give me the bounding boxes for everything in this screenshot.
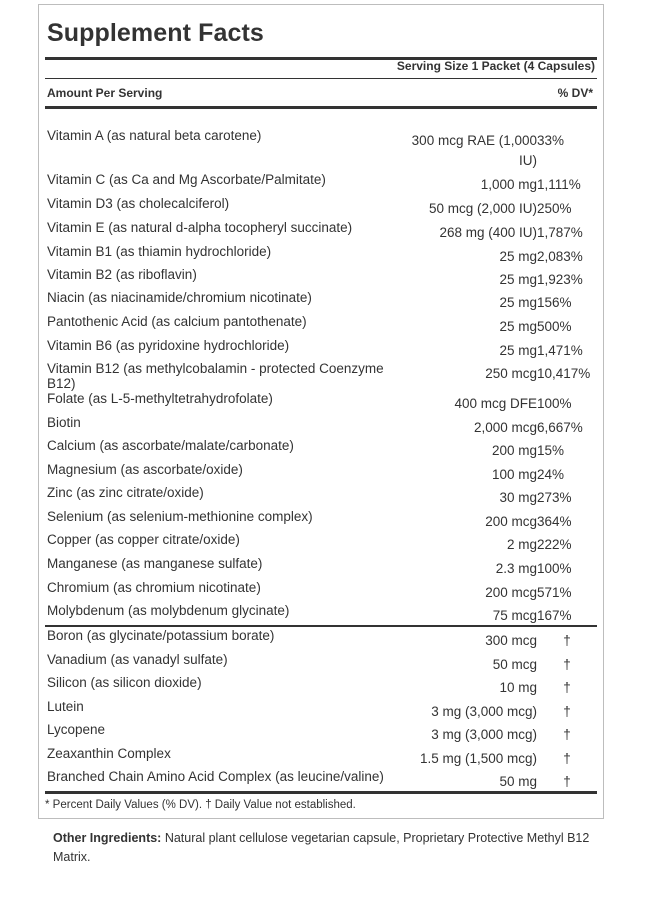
daily-value: 1,787% [537, 225, 583, 240]
dv-header: % DV* [557, 86, 593, 100]
nutrient-name: Zinc (as zinc citrate/oxide) [47, 485, 204, 500]
daily-value: 15% [537, 443, 565, 458]
nutrient-name: Copper (as copper citrate/oxide) [47, 532, 240, 547]
daily-value: 10,417% [537, 366, 591, 381]
bottom-rule [45, 791, 597, 794]
nutrient-amount: 25 mg [499, 343, 537, 358]
daily-value: † [563, 633, 571, 648]
nutrient-name: Molybdenum (as molybdenum glycinate) [47, 603, 290, 618]
nutrient-name: Silicon (as silicon dioxide) [47, 675, 202, 690]
nutrient-name: Selenium (as selenium-methionine complex) [47, 509, 313, 524]
nutrient-amount: 1.5 mg (1,500 mcg) [419, 751, 537, 766]
nutrient-amount: 2,000 mcg [473, 420, 537, 435]
nutrient-amount: 400 mcg DFE [454, 396, 537, 411]
daily-value: 1,923% [537, 272, 583, 287]
nutrient-amount: 50 mcg (2,000 IU) [428, 201, 537, 216]
amount-per-serving-header: Amount Per Serving [47, 86, 163, 100]
nutrient-name: Chromium (as chromium nicotinate) [47, 580, 261, 595]
daily-value: 500% [537, 319, 572, 334]
header-rule [45, 106, 597, 109]
nutrient-name: Vitamin B6 (as pyridoxine hydrochloride) [47, 338, 290, 353]
nutrient-name: Vitamin E (as natural d-alpha tocopheryl succinate) [47, 220, 353, 235]
daily-value: 273% [537, 490, 572, 505]
other-ingredients [53, 829, 613, 867]
daily-value: 100% [537, 561, 572, 576]
nutrient-name: Lycopene [47, 722, 106, 737]
nutrient-amount: 3 mg (3,000 mcg) [431, 704, 537, 719]
nutrient-amount: 100 mg [491, 467, 537, 482]
nutrient-name: Boron (as glycinate/potassium borate) [47, 628, 275, 643]
daily-value: 167% [537, 608, 572, 623]
nutrient-amount: 300 mcg [485, 633, 537, 648]
nutrient-name: Vitamin D3 (as cholecalciferol) [47, 196, 230, 211]
serving-rule [45, 78, 597, 79]
nutrient-amount: 2.3 mg [495, 561, 537, 576]
nutrient-name: Vitamin B1 (as thiamin hydrochloride) [47, 244, 272, 259]
daily-value: † [563, 727, 571, 742]
nutrient-name: Vitamin B12 (as methylcobalamin - protected Coenzyme B12) [47, 361, 384, 391]
nutrient-name: Biotin [47, 415, 81, 430]
nutrient-name: Lutein [47, 699, 84, 714]
nutrient-name: Niacin (as niacinamide/chromium nicotinate) [47, 290, 312, 305]
nutrient-name: Branched Chain Amino Acid Complex (as leucine/valine) [47, 769, 384, 784]
nutrient-amount: 2 mg [506, 537, 537, 552]
daily-value: 33% [537, 133, 565, 148]
daily-value: † [563, 751, 571, 766]
daily-value: † [563, 704, 571, 719]
section-divider [45, 625, 597, 627]
nutrient-amount-line: IU) [519, 153, 537, 168]
nutrient-name: Vitamin C (as Ca and Mg Ascorbate/Palmitate) [47, 172, 326, 187]
daily-value: 156% [537, 295, 572, 310]
nutrient-amount: 25 mg [499, 319, 537, 334]
nutrient-amount-line: 300 mcg RAE (1,000 [411, 133, 537, 148]
nutrient-amount: 1,000 mg [480, 177, 537, 192]
daily-value: 222% [537, 537, 572, 552]
daily-value: 571% [537, 585, 572, 600]
nutrient-amount: 50 mcg [492, 657, 537, 672]
nutrient-amount: 25 mg [499, 249, 537, 264]
daily-value: 6,667% [537, 420, 583, 435]
daily-value: 2,083% [537, 249, 583, 264]
daily-value: 250% [537, 201, 572, 216]
nutrient-amount: 50 mg [499, 774, 537, 789]
nutrient-amount [377, 133, 537, 168]
nutrient-name: Folate (as L-5-methyltetrahydrofolate) [47, 391, 273, 406]
nutrient-name: Pantothenic Acid (as calcium pantothenate) [47, 314, 307, 329]
nutrient-amount: 200 mcg [485, 585, 537, 600]
nutrient-amount: 25 mg [499, 272, 537, 287]
nutrient-amount: 200 mg [491, 443, 537, 458]
serving-size: Serving Size 1 Packet (4 Capsules) [396, 59, 595, 73]
nutrient-name: Calcium (as ascorbate/malate/carbonate) [47, 438, 294, 453]
daily-value: † [563, 774, 571, 789]
nutrient-amount: 75 mcg [492, 608, 537, 623]
supplement-facts-panel [38, 4, 604, 819]
nutrient-amount: 10 mg [499, 680, 537, 695]
other-ingredients-label: Other Ingredients: [53, 831, 162, 845]
footnote: * Percent Daily Values (% DV). † Daily Value not established. [45, 799, 356, 811]
nutrient-amount: 25 mg [499, 295, 537, 310]
nutrient-name: Zeaxanthin Complex [47, 746, 171, 761]
daily-value: 24% [537, 467, 565, 482]
daily-value: 364% [537, 514, 572, 529]
nutrient-name: Manganese (as manganese sulfate) [47, 556, 263, 571]
panel-title: Supplement Facts [47, 19, 264, 47]
nutrient-amount: 200 mcg [485, 514, 537, 529]
nutrient-amount: 30 mg [499, 490, 537, 505]
nutrient-amount: 3 mg (3,000 mcg) [431, 727, 537, 742]
other-ingredients-text: Natural plant cellulose vegetarian capsule, Proprietary Protective Methyl B12 Matrix. [53, 831, 590, 864]
nutrient-name: Vitamin B2 (as riboflavin) [47, 267, 197, 282]
nutrient-amount: 250 mcg [485, 366, 537, 381]
daily-value: 1,471% [537, 343, 583, 358]
daily-value: 1,111% [537, 177, 581, 192]
nutrient-amount: 268 mg (400 IU) [439, 225, 537, 240]
daily-value: † [563, 680, 571, 695]
daily-value: 100% [537, 396, 572, 411]
nutrient-name: Vanadium (as vanadyl sulfate) [47, 652, 228, 667]
daily-value: † [563, 657, 571, 672]
nutrient-name: Vitamin A (as natural beta carotene) [47, 128, 262, 143]
nutrient-name: Magnesium (as ascorbate/oxide) [47, 462, 243, 477]
